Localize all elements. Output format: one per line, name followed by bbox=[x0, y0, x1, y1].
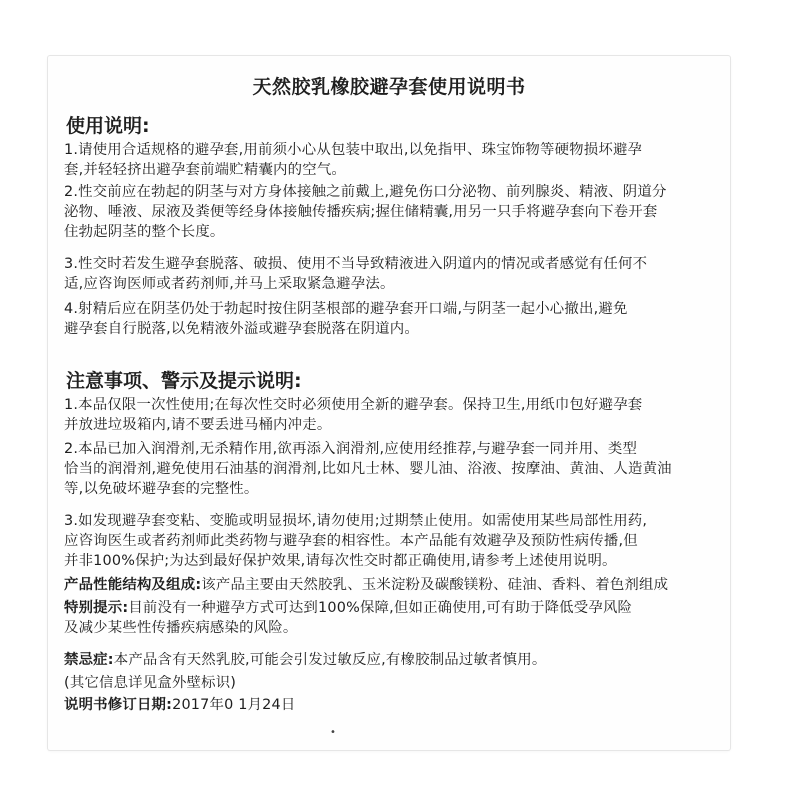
special-note-label: 特别提示: bbox=[64, 600, 129, 616]
warning-item-2-line-2: 恰当的润滑剂,避免使用石油基的润滑剂,比如凡士林、婴儿油、浴液、按摩油、黄油、人造黄油 bbox=[64, 461, 672, 477]
usage-item-2-line-2: 泌物、唾液、尿液及粪便等经身体接触传播疾病;握住储精囊,用另一只手将避孕套向下卷开套 bbox=[64, 204, 658, 220]
contraindication-text: 本产品含有天然乳胶,可能会引发过敏反应,有橡胶制品过敏者慎用。 bbox=[113, 652, 547, 668]
revision-label: 说明书修订日期: bbox=[64, 697, 173, 713]
instruction-sheet bbox=[48, 56, 730, 750]
usage-item-1-line-1: 1.请使用合适规格的避孕套,用前须小心从包装中取出,以免指甲、珠宝饰物等硬物损坏避孕 bbox=[64, 142, 643, 158]
usage-item-4-line-2: 避孕套自行脱落,以免精液外溢或避孕套脱落在阴道内。 bbox=[64, 321, 419, 337]
usage-item-3-line-1: 3.性交时若发生避孕套脱落、破损、使用不当导致精液进入阴道内的情况或者感觉有任何不 bbox=[64, 256, 648, 272]
usage-item-2 bbox=[64, 182, 714, 242]
composition-text: 该产品主要由天然胶乳、玉米淀粉及碳酸镁粉、硅油、香料、着色剂组成 bbox=[201, 577, 669, 593]
usage-item-2-line-3: 住勃起阴茎的整个长度。 bbox=[64, 224, 225, 240]
warning-item-2-line-3: 等,以免破坏避孕套的完整性。 bbox=[64, 481, 259, 497]
contraindication-label: 禁忌症: bbox=[64, 652, 114, 668]
usage-item-3-line-2: 适,应咨询医师或者药剂师,并马上采取紧急避孕法。 bbox=[64, 276, 395, 292]
usage-item-1 bbox=[64, 140, 714, 180]
contraindication-line bbox=[64, 650, 714, 670]
warnings-heading: 注意事项、警示及提示说明: bbox=[66, 370, 302, 392]
warning-item-2-line-1: 2.本品已加入润滑剂,无杀精作用,欲再添入润滑剂,应使用经推荐,与避孕套一同并用、类型 bbox=[64, 441, 638, 457]
warning-item-3-line-3: 并非100%保护;为达到最好保护效果,请每次性交时都正确使用,请参考上述使用说明。 bbox=[64, 553, 617, 569]
warning-item-2 bbox=[64, 439, 714, 499]
warning-item-3-line-1: 3.如发现避孕套变粘、变脆或明显损坏,请勿使用;过期禁止使用。如需使用某些局部性用药, bbox=[64, 513, 648, 529]
usage-item-2-line-1: 2.性交前应在勃起的阴茎与对方身体接触之前戴上,避免伤口分泌物、前列腺炎、精液、阴道分 bbox=[64, 184, 667, 200]
usage-item-3 bbox=[64, 254, 714, 294]
document-title: 天然胶乳橡胶避孕套使用说明书 bbox=[252, 76, 526, 98]
warning-item-1-line-1: 1.本品仅限一次性使用;在每次性交时必须使用全新的避孕套。保持卫生,用纸巾包好避孕套 bbox=[64, 397, 643, 413]
warning-item-3-line-2: 应咨询医生或者药剂师此类药物与避孕套的相容性。本产品能有效避孕及预防性病传播,但 bbox=[64, 533, 638, 549]
warning-item-1-line-2: 并放进垃圾箱内,请不要丢进马桶内冲走。 bbox=[64, 417, 332, 433]
usage-item-4 bbox=[64, 299, 714, 339]
composition-label: 产品性能结构及组成: bbox=[64, 577, 202, 593]
special-note-text-1: 目前没有一种避孕方式可达到100%保障,但如正确使用,可有助于降低受孕风险 bbox=[128, 600, 633, 616]
special-note bbox=[64, 598, 714, 638]
warning-item-3 bbox=[64, 511, 714, 571]
warning-item-1 bbox=[64, 395, 714, 435]
usage-heading: 使用说明: bbox=[66, 115, 150, 137]
usage-item-1-line-2: 套,并轻轻挤出避孕套前端贮精囊内的空气。 bbox=[64, 162, 346, 178]
special-note-text-2: 及减少某些性传播疾病感染的风险。 bbox=[64, 620, 298, 636]
revision-date: 2017年0 1月24日 bbox=[172, 697, 296, 713]
print-dot: • bbox=[330, 727, 336, 738]
other-info: (其它信息详见盒外壁标识) bbox=[64, 675, 237, 691]
composition-line bbox=[64, 575, 714, 595]
revision-line bbox=[64, 695, 714, 715]
usage-item-4-line-1: 4.射精后应在阴茎仍处于勃起时按住阴茎根部的避孕套开口端,与阴茎一起小心撤出,避免 bbox=[64, 301, 628, 317]
